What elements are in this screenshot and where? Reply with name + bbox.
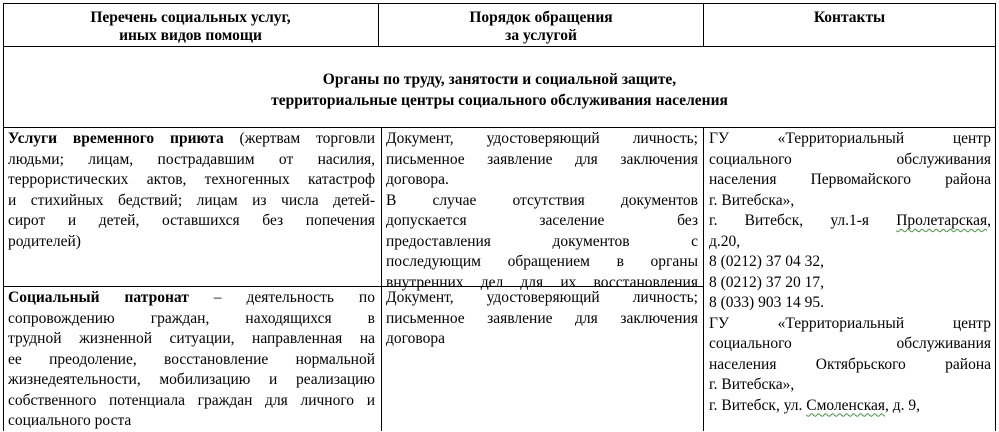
address-suffix: , д. 9, [885, 396, 921, 414]
contacts-line: г. Витебска», [709, 376, 795, 393]
row1-procedure-line: письменное заявление для заключения [386, 150, 698, 168]
col-divider-1 [381, 127, 382, 431]
contacts-line: социального обслуживания [709, 150, 991, 168]
header-procedure-line2: за услугой [505, 27, 577, 44]
row1-service-line [8, 129, 375, 150]
row1-service-text: (жертвам торговли [223, 130, 376, 147]
row2-procedure-line: Документ, удостоверяющий личность; [386, 289, 698, 306]
street-name: Пролетарская [896, 212, 988, 229]
services-table [3, 3, 996, 431]
row1-service-line: террористических актов, техногенных катастроф [8, 171, 375, 188]
contacts-line: населения Октябрьского района [709, 355, 991, 373]
header-services-line2: иных видов помощи [119, 27, 262, 44]
section-title-line2: территориальные центры социального обслуживания населения [271, 92, 728, 109]
row1-procedure-line: предоставления документов с [386, 232, 698, 250]
row1-procedure-line: последующим обращением в органы [386, 253, 698, 270]
contacts-cell [709, 129, 991, 416]
header-services [3, 9, 378, 45]
row1-service-cell [8, 129, 375, 252]
row1-procedure-line: внутренних дел для их восстановления [386, 273, 698, 291]
row2-service-text: – деятельность по [188, 289, 375, 306]
row2-procedure-line: договора [386, 330, 445, 347]
row1-service-line: сирот и детей, оставшихся без попечения [8, 212, 375, 229]
section-bottom-border [3, 127, 996, 128]
row1-procedure-line: допускается заселение без [386, 212, 698, 229]
contacts-line: г. Витебска», [709, 191, 795, 209]
section-title [3, 69, 996, 111]
row1-procedure-line: В случае отсутствия документов [386, 191, 698, 209]
contacts-line: д.20, [709, 232, 741, 250]
header-contacts [704, 9, 995, 27]
row1-service-line: людьми; лицам, пострадавшим от насилия, [8, 150, 375, 168]
table-border-right [995, 3, 996, 431]
street-name: Смоленская [806, 396, 886, 414]
row1-procedure-cell [386, 129, 698, 293]
header-procedure-line1: Порядок обращения [469, 9, 613, 26]
row2-service-line: сопровождению граждан, находящихся в [8, 309, 375, 327]
contacts-address-line [709, 396, 991, 417]
row1-procedure-line: договора. [386, 171, 449, 188]
phone-number: 8 (0212) 37 20 17, [709, 273, 824, 291]
row2-service-line: трудной жизненной ситуации, направленная на [8, 330, 375, 347]
table-border-left [3, 3, 4, 431]
row1-service-title: Услуги временного приюта [8, 130, 224, 147]
contacts-line: ГУ «Территориальный центр [709, 130, 991, 147]
address-prefix: г. Витебск, ул. [709, 396, 807, 414]
row2-service-title: Социальный патронат [8, 289, 189, 306]
col-divider-2 [703, 127, 704, 431]
row2-procedure-line: письменное заявление для заключения [386, 309, 698, 327]
contacts-address-line [709, 211, 991, 232]
row1-service-line: и стихийных бедствий; лицам из числа детей- [8, 191, 375, 209]
header-procedure [379, 9, 703, 45]
row1-service-line: родителей) [8, 232, 81, 250]
address-prefix: г. Витебск, ул.1-я [709, 212, 897, 229]
contacts-line: населения Первомайского района [709, 171, 991, 188]
header-bottom-border [3, 46, 996, 47]
row1-procedure-line: Документ, удостоверяющий личность; [386, 130, 698, 147]
phone-number: 8 (033) 903 14 95. [709, 294, 824, 311]
header-services-line1: Перечень социальных услуг, [90, 9, 291, 26]
contacts-line: ГУ «Территориальный центр [709, 314, 991, 332]
address-suffix: , [987, 212, 991, 229]
contacts-line: социального обслуживания [709, 335, 991, 352]
row2-procedure-cell [386, 288, 698, 350]
row2-service-line: жизнедеятельности, мобилизацию и реализацию [8, 371, 375, 388]
table-border-top [3, 3, 996, 4]
row2-service-line: ее преодоление, восстановление нормальной [8, 350, 375, 368]
phone-number: 8 (0212) 37 04 32, [709, 253, 824, 270]
row2-service-cell [8, 288, 375, 432]
header-contacts-label: Контакты [813, 9, 886, 26]
row2-service-line: собственного потенциала граждан для личного и [8, 391, 375, 409]
row2-service-line [8, 288, 375, 309]
row2-service-line: социального роста [8, 412, 132, 429]
section-title-line1: Органы по труду, занятости и социальной защите, [322, 71, 677, 88]
